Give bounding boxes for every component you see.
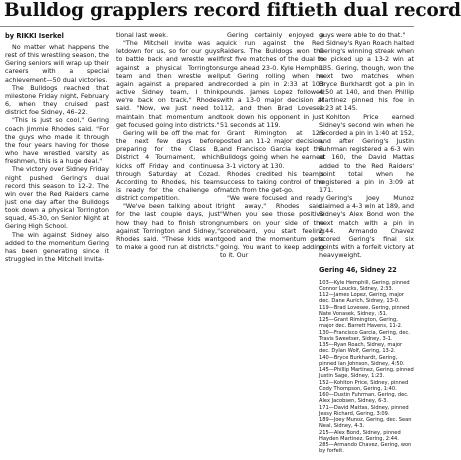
column-4	[319, 32, 414, 455]
result-item: 171—David Mattas, Sidney, pinned Jessy Richard, Gering, 3:09.	[319, 404, 409, 417]
result-item: 103—Kyle Hemphill, Gering, pinned Connor Loucks, Sidney, 2:33.	[319, 279, 410, 292]
column-2	[116, 32, 220, 252]
paragraph: "We've been talking about it for the last couple days, just how they had to finish strong against Torrington and Sidney," Rhodes said. "These kids want to make a good run at districts."	[116, 203, 220, 252]
paragraph: guys were able to do that."	[319, 32, 406, 39]
result-item: 140—Bryce Burkhardt, Gering, pinned Ian Johnson, Sidney, 4:50.	[319, 354, 405, 367]
result-item: 135—Ryan Roach, Sidney, major dec. Dylan Wolf, Gering, 13-2.	[319, 342, 403, 355]
paragraph: "The Mitchell invite was a letdown for us, so for our guys to battle back and wrestle well against a physical Torrington team and then wrestle well again against a prepared and active Sidney team, I think we're back on track," Rhodes said. "Now, we just need to maintain that momentum and get focused going into districts."	[116, 40, 220, 129]
paragraph: Gering will be off the mat for the next few days before preparing for the Class B, District 4 Tournament, which kicks off Friday and continues through Saturday at Cozad. According to Rhodes, his team is ready for the challenge of district competition.	[116, 129, 220, 203]
paragraph: Kohlton Price earned Sidney's second win when he recorded a pin in 1:40 at 152, and after Gering's Justin Fuhrman registered a 6-3 win at 160, the David Mattas added to the Red Raiders' point total when he registered a pin in 3:09 at 171.	[319, 113, 414, 194]
byline: by RIKKI Iserkel	[5, 32, 64, 40]
paragraph: No matter what happens the rest of this wrestling season, the Gering seniors will wrap up their careers with a special achievement—50 dual victories.	[5, 44, 109, 84]
result-item: 285—Armando Chavez, Gering, won by forfeit.	[319, 442, 412, 455]
paragraph: Gering certainly enjoyed a quick run against the Red Raiders. The Bulldogs won the first five matches of the dual to surge ahead 23-0. Kyle Hemphill put Gering rolling when he recorded a pin in 2:33 at 103 pounds. James Lopez followed with a 13-0 major decision at 112, and then Brad Lovesee took down his opponent in just 51 seconds at 119.	[220, 32, 324, 129]
result-item: 215—Alex Bond, Sidney, pinned Hayden Martinez, Gering, 2:44.	[319, 429, 401, 442]
result-item: 160—Dustin Fuhrman, Gering, dec. Alex Jacobsen, Sidney, 6-3.	[319, 392, 409, 405]
paragraph: "We were focused and ready right away," Rhodes said. "When you see those positive numbers on your side of the scoreboard, you start feeling good and the momentum gets going. You want to keep adding to it. Our	[220, 195, 324, 260]
paragraph: tional last week.	[116, 32, 168, 39]
paragraph: Sidney's Ryan Roach halted Gering's winning streak when he picked up a 13-2 win at 135. Gering, though, won the next two matches when Bryce Burkhardt got a pin in 4:50 at 140, and then Phillip Martinez pinned his foe in 1:23 at 145.	[319, 40, 414, 113]
results-box-title: Gering 46, Sidney 22	[319, 266, 397, 275]
paragraph: The Bulldogs reached that milestone Friday night, February 6, when they cruised past district foe Sidney, 46–22.	[5, 84, 109, 117]
result-item: 145—Phillip Martinez, Gering, pinned Justin Sage, Sidney, 1:23.	[319, 367, 414, 380]
paragraph: Grant Rimington at 125 posted an 11-2 major decision, and Francisco Garcia kept the Bulldogs going when he earned a 3-1 victory at 130.	[220, 129, 324, 170]
column-1	[5, 32, 109, 264]
paragraph: Rhodes credited his team's success to taking control of the match from the get-go.	[220, 170, 324, 194]
paragraph: The victory over Sidney Friday night pushed Gering's dual record this season to 12-2. The win over the Red Raiders came just one day after the Bulldogs took down a physical Torrington squad, 45-30, on Senior Night at Gering High School.	[5, 166, 109, 231]
paragraph: Gering's Joey Munoz claimed a 4-3 win at 189, and Sidney's Alex Bond won the next match with a pin in 2:44. Armando Chavez scored Gering's final six points with a forfeit victory at heavyweight.	[319, 195, 414, 260]
headline-rule	[0, 26, 414, 27]
paragraph: The win against Sidney also added to the momentum Gering has been generating since it struggled in the Mitchell Invita-	[5, 231, 109, 264]
result-item: 119—Brad Lovesee, Gering, pinned Nate Vonasek, Sidney, :51.	[319, 304, 410, 317]
result-item: 125—Grant Rimington, Gering, major dec. Barrett Havens, 11-2.	[319, 317, 403, 330]
paragraph: "This is just so cool," Gering coach Jimmie Rhodes said. "For the guys who made it through the four years having for those who have wrestled varsity as freshmen, this is a huge deal."	[5, 117, 109, 166]
column-3	[220, 32, 324, 260]
result-item: 152—Kohlton Price, Sidney, pinned Cody Thompson, Gering, 1:40.	[319, 379, 409, 392]
headline: Bulldog grapplers record fiftieth dual record	[4, 0, 461, 21]
results-list	[319, 280, 414, 455]
result-item: 112—James Lopez, Gering, major dec. Dane Aurich, Sidney, 13-0.	[319, 292, 404, 305]
result-item: 130—Francisco Garcia, Gering, dec. Travis Sweetser, Sidney, 3-1.	[319, 329, 410, 342]
result-item: 189—Joey Munoz, Gering, dec. Sean Neal, Sidney, 4-3.	[319, 417, 412, 430]
